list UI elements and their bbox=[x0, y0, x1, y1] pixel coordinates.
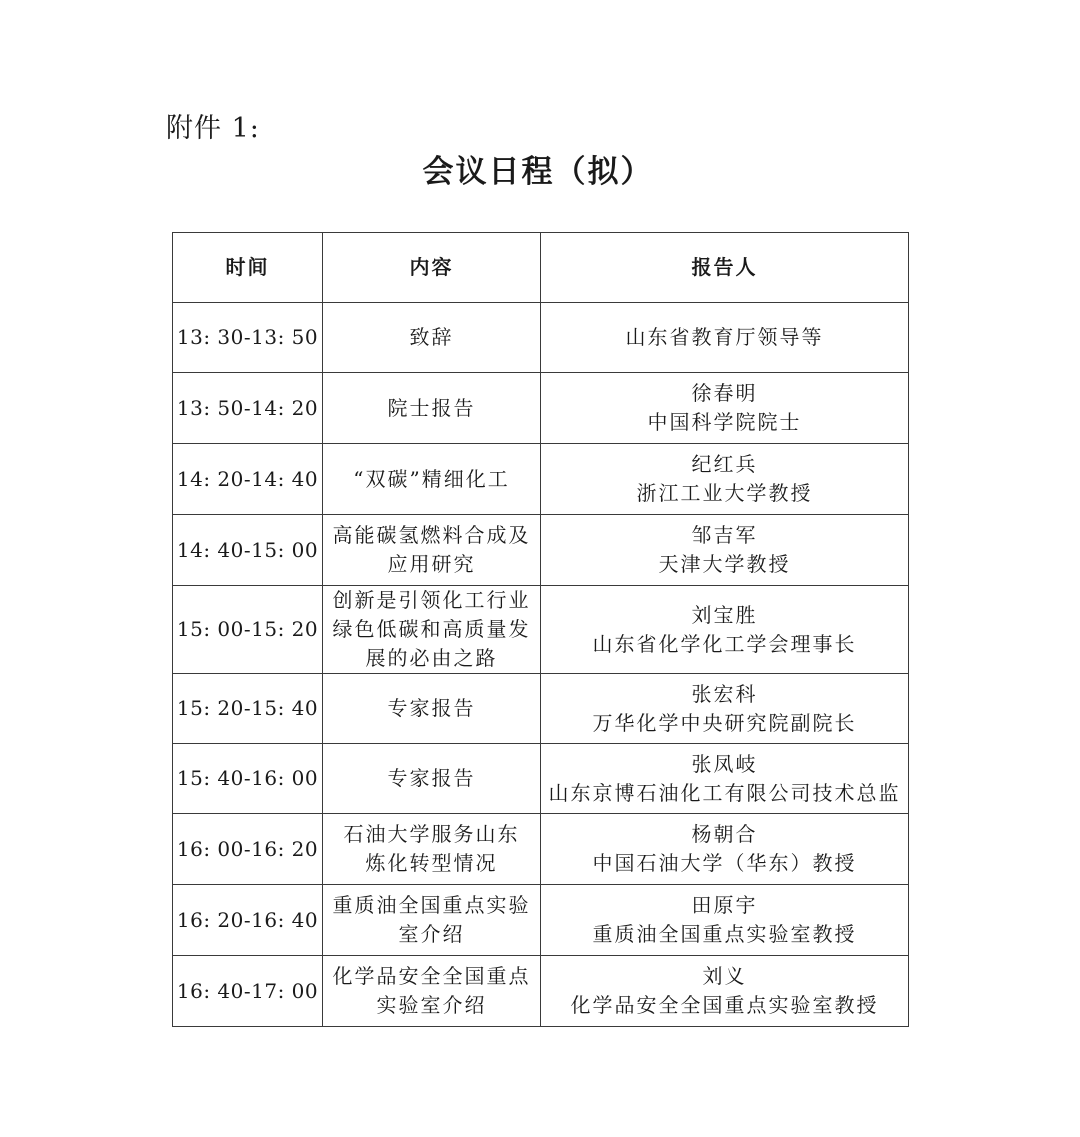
speaker-line: 徐春明 bbox=[691, 381, 758, 405]
content-line: 应用研究 bbox=[387, 552, 476, 576]
speaker-line: 邹吉军 bbox=[691, 523, 758, 547]
time-cell: 13: 30-13: 50 bbox=[173, 303, 323, 373]
content-line: 实验室介绍 bbox=[376, 993, 487, 1017]
table-row bbox=[173, 814, 909, 885]
speaker-cell bbox=[541, 373, 909, 444]
speaker-cell bbox=[541, 674, 909, 744]
content-line: 炼化转型情况 bbox=[365, 851, 498, 875]
speaker-line: 张凤岐 bbox=[691, 751, 758, 776]
content-line: 高能碳氢燃料合成及 bbox=[332, 523, 531, 547]
speaker-line: 田原宇 bbox=[691, 893, 758, 917]
table-row bbox=[173, 586, 909, 674]
speaker-line: 山东省教育厅领导等 bbox=[625, 325, 824, 349]
speaker-line: 化学品安全全国重点实验室教授 bbox=[570, 993, 879, 1017]
time-cell: 15: 40-16: 00 bbox=[173, 744, 323, 814]
content-cell bbox=[323, 814, 541, 885]
time-cell: 14: 20-14: 40 bbox=[173, 444, 323, 515]
speaker-cell bbox=[541, 885, 909, 956]
speaker-line: 中国科学院院士 bbox=[647, 410, 802, 434]
speaker-cell bbox=[541, 814, 909, 885]
speaker-cell bbox=[541, 303, 909, 373]
time-cell: 16: 20-16: 40 bbox=[173, 885, 323, 956]
header-speaker: 报告人 bbox=[541, 233, 909, 303]
content-line: 院士报告 bbox=[387, 395, 476, 420]
table-row bbox=[173, 885, 909, 956]
schedule-table bbox=[172, 232, 909, 1027]
table-row bbox=[173, 956, 909, 1027]
table-row bbox=[173, 515, 909, 586]
content-cell bbox=[323, 674, 541, 744]
header-content: 内容 bbox=[323, 233, 541, 303]
speaker-line: 纪红兵 bbox=[691, 452, 758, 476]
table-row bbox=[173, 744, 909, 814]
content-cell bbox=[323, 444, 541, 515]
content-line: 展的必由之路 bbox=[365, 646, 498, 670]
content-cell bbox=[323, 885, 541, 956]
attachment-label: 附件 1: bbox=[166, 113, 260, 144]
speaker-line: 山东京博石油化工有限公司技术总监 bbox=[548, 780, 901, 805]
content-cell bbox=[323, 956, 541, 1027]
speaker-line: 张宏科 bbox=[691, 681, 758, 706]
content-line: 专家报告 bbox=[387, 696, 476, 720]
header-time: 时间 bbox=[173, 233, 323, 303]
content-line: “双碳”精细化工 bbox=[353, 466, 510, 491]
time-cell: 13: 50-14: 20 bbox=[173, 373, 323, 444]
time-cell: 16: 00-16: 20 bbox=[173, 814, 323, 885]
speaker-cell bbox=[541, 744, 909, 814]
speaker-cell bbox=[541, 444, 909, 515]
content-line: 绿色低碳和高质量发 bbox=[332, 617, 531, 641]
content-line: 创新是引领化工行业 bbox=[332, 588, 531, 612]
speaker-cell bbox=[541, 956, 909, 1027]
speaker-line: 万华化学中央研究院副院长 bbox=[592, 710, 857, 735]
content-cell bbox=[323, 586, 541, 674]
speaker-line: 杨朝合 bbox=[691, 822, 758, 846]
table-row bbox=[173, 674, 909, 744]
content-line: 致辞 bbox=[409, 325, 454, 349]
table-header-row bbox=[173, 233, 909, 303]
speaker-line: 刘义 bbox=[702, 964, 747, 988]
speaker-cell bbox=[541, 586, 909, 674]
speaker-line: 刘宝胜 bbox=[691, 602, 758, 627]
speaker-cell bbox=[541, 515, 909, 586]
content-cell bbox=[323, 373, 541, 444]
content-cell bbox=[323, 303, 541, 373]
time-cell: 14: 40-15: 00 bbox=[173, 515, 323, 586]
speaker-line: 浙江工业大学教授 bbox=[636, 481, 813, 505]
speaker-line: 中国石油大学（华东）教授 bbox=[592, 851, 857, 875]
content-line: 石油大学服务山东 bbox=[343, 822, 520, 846]
speaker-line: 天津大学教授 bbox=[658, 552, 791, 576]
content-cell bbox=[323, 744, 541, 814]
content-line: 重质油全国重点实验 bbox=[332, 893, 531, 917]
table-row bbox=[173, 303, 909, 373]
table-row bbox=[173, 444, 909, 515]
speaker-line: 山东省化学化工学会理事长 bbox=[592, 631, 857, 656]
speaker-line: 重质油全国重点实验室教授 bbox=[592, 922, 857, 946]
time-cell: 16: 40-17: 00 bbox=[173, 956, 323, 1027]
content-cell bbox=[323, 515, 541, 586]
time-cell: 15: 00-15: 20 bbox=[173, 586, 323, 674]
content-line: 化学品安全全国重点 bbox=[332, 964, 531, 988]
table-row bbox=[173, 373, 909, 444]
time-cell: 15: 20-15: 40 bbox=[173, 674, 323, 744]
content-line: 专家报告 bbox=[387, 766, 476, 790]
title-text: 会议日程（拟） bbox=[422, 154, 654, 190]
content-line: 室介绍 bbox=[398, 922, 465, 946]
page-title bbox=[0, 146, 1080, 191]
